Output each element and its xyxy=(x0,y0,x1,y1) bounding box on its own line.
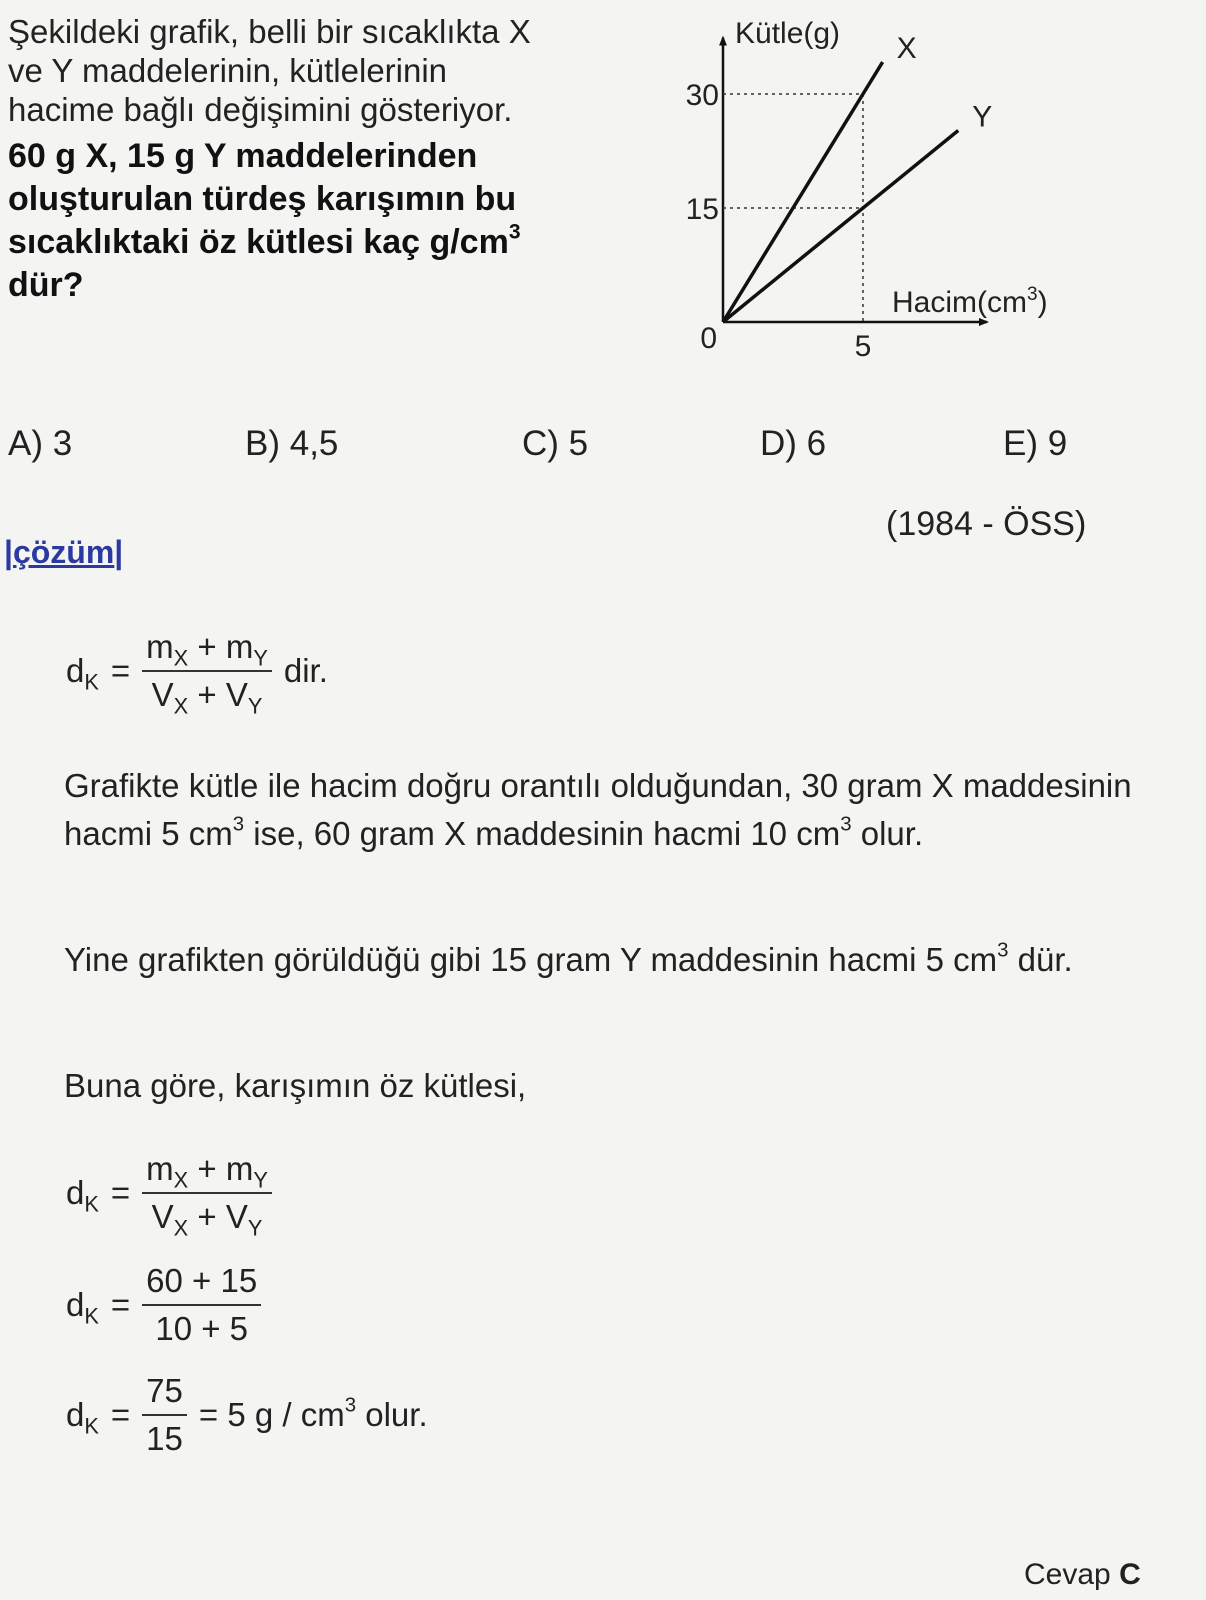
choice-b[interactable]: B) 4,5 xyxy=(245,424,339,463)
formula-fraction: $\frac{m_X + m_Y}{V_X + V_Y}$ xyxy=(142,1150,272,1236)
series-label-x: X xyxy=(896,32,917,66)
series-label-y: Y xyxy=(972,100,993,134)
y-tick-label: 30 xyxy=(685,79,719,112)
calc-fraction: $\frac{60 + 15}{10 + 5}$ xyxy=(142,1262,261,1348)
question-text xyxy=(8,12,531,307)
source-label: (1984 - ÖSS) xyxy=(886,505,1087,543)
choice-a[interactable]: A) 3 xyxy=(8,424,73,463)
density-formula-repeat: $d_K$ = $\frac{m_X + m_Y}{V_X + V_Y}$ xyxy=(66,1150,272,1236)
series-line-x xyxy=(723,62,883,322)
density-formula xyxy=(66,628,328,719)
origin-label: 0 xyxy=(700,322,717,355)
question-bold-line: sıcaklıktaki öz kütlesi kaç $g/cm^3$ xyxy=(8,220,521,261)
mass-volume-chart xyxy=(680,10,1100,380)
calc-fraction: $\frac{75}{15}$ xyxy=(142,1372,187,1458)
calc-step-3: $d_K$ = $\frac{75}{15}$ = 5 g / $cm^3$ olur. xyxy=(66,1372,428,1457)
formula-suffix: dir. xyxy=(283,652,328,689)
choice-c[interactable]: C) 5 xyxy=(522,424,589,463)
choice-d[interactable]: D) 6 xyxy=(760,424,827,463)
explanation-paragraph-2: Yine grafikten görüldüğü gibi 15 gram Y maddesinin hacmi 5 $cm^3$ dür. xyxy=(64,938,1073,978)
x-axis-label: $Hacim(cm^3)$ xyxy=(892,284,1048,319)
question-line: Şekildeki grafik, belli bir sıcaklıkta X xyxy=(8,13,531,50)
explanation-paragraph-1: Grafikte kütle ile hacim doğru orantılı olduğundan, 30 gram X maddesinin hacmi 5 $cm^3$ ise, 60 gram X maddesinin hacmi 10 $cm^3$ olur. xyxy=(64,767,1132,852)
question-line: hacime bağlı değişimini gösteriyor. xyxy=(8,91,513,128)
answer-letter: C xyxy=(1119,1558,1141,1591)
question-bold-line: oluşturulan türdeş karışımın bu xyxy=(8,180,517,218)
y-tick-label: 15 xyxy=(685,193,719,226)
solution-link[interactable]: |çözüm| xyxy=(4,534,124,570)
answer-label: Cevap C xyxy=(1024,1558,1141,1591)
equals-sign: = xyxy=(110,652,131,689)
x-tick-label: 5 xyxy=(854,330,872,363)
y-axis-label: Kütle(g) xyxy=(735,17,841,50)
choice-e[interactable]: E) 9 xyxy=(1003,424,1068,463)
question-line: ve Y maddelerinin, kütlelerinin xyxy=(8,52,448,89)
formula-lhs: $d_K$ xyxy=(66,652,99,695)
formula-fraction: $\frac{m_X + m_Y}{V_X + V_Y}$ xyxy=(142,628,272,714)
explanation-paragraph-3: Buna göre, karışımın öz kütlesi, xyxy=(64,1067,527,1104)
question-bold-line: dür? xyxy=(8,266,84,304)
question-bold-line: 60 g X, 15 g Y maddelerinden xyxy=(8,137,478,175)
calc-step-2: $d_K$ = $\frac{60 + 15}{10 + 5}$ xyxy=(66,1262,261,1348)
